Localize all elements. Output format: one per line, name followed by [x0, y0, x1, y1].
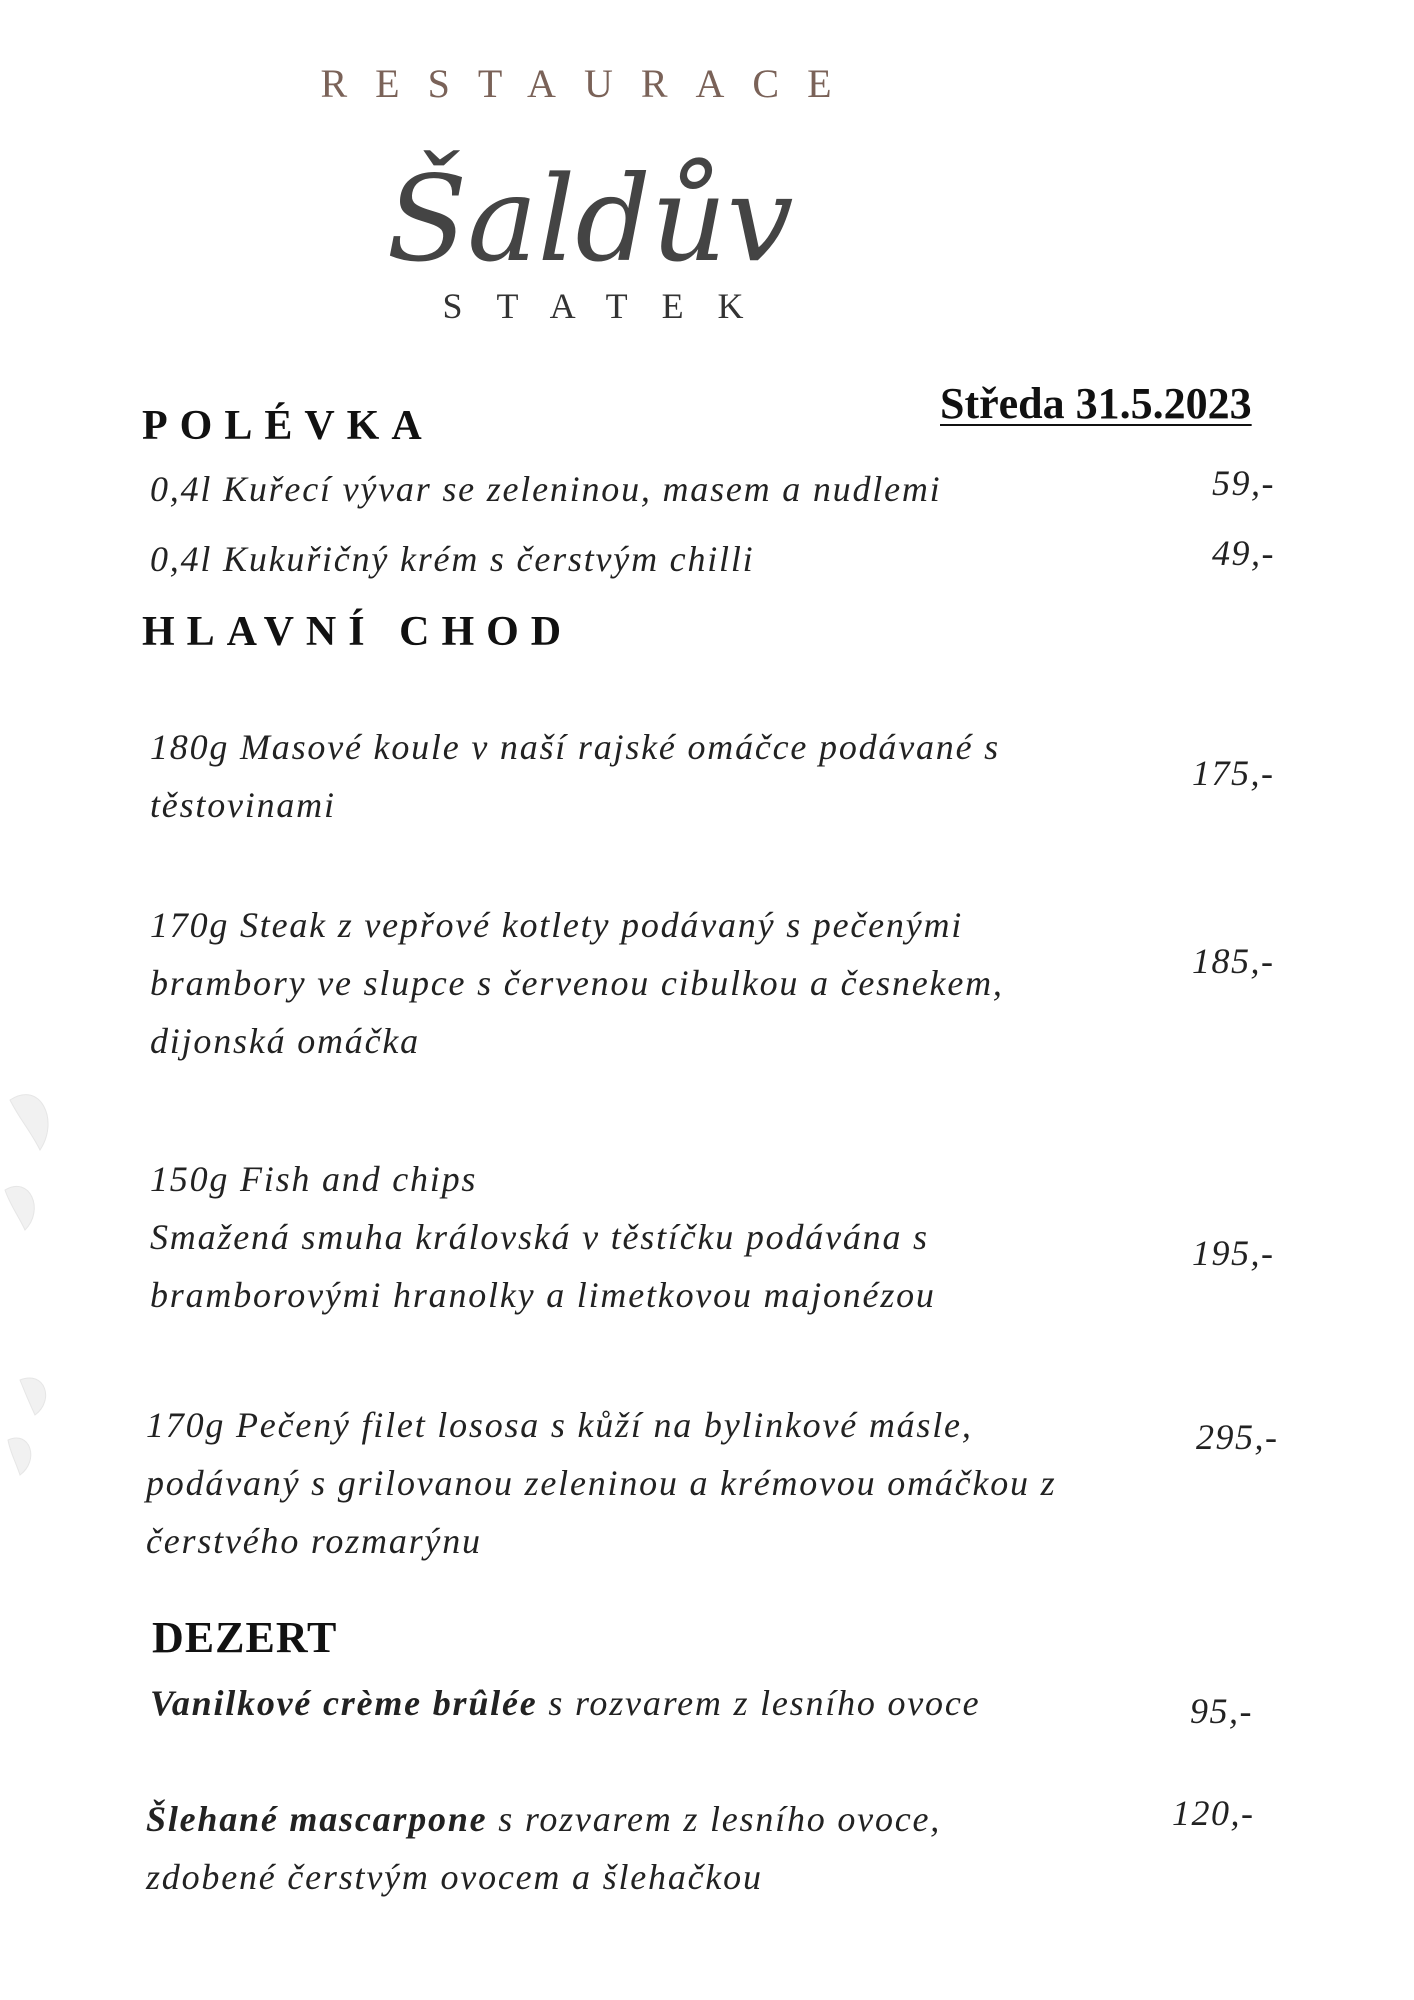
main-item-1-price: 175,-	[1192, 753, 1275, 793]
dessert-item-1	[150, 1674, 980, 1732]
menu-date: Středa 31.5.2023	[940, 379, 1252, 428]
soup-item-2	[150, 530, 754, 588]
dessert-heading: DEZERT	[152, 1613, 338, 1662]
soup-item-1	[150, 460, 941, 518]
dessert-item-1-name: Vanilkové crème brûlée	[150, 1683, 538, 1723]
main-item-2-line2: brambory ve slupce s červenou cibulkou a česnekem,	[150, 963, 1004, 1003]
logo-top-word: RESTAURACE	[320, 61, 860, 106]
main-item-4	[146, 1396, 1056, 1570]
main-item-3-price: 195,-	[1192, 1233, 1275, 1273]
soup-item-1-text: 0,4l Kuřecí vývar se zeleninou, masem a nudlemi	[150, 469, 942, 509]
soup-heading: POLÉVKA	[142, 403, 434, 449]
main-item-3-line3: bramborovými hranolky a limetkovou majonézou	[150, 1275, 936, 1315]
dessert-item-1-price: 95,-	[1190, 1691, 1253, 1731]
main-heading: HLAVNÍ CHOD	[142, 609, 574, 655]
dessert-item-2-line1	[146, 1790, 941, 1848]
main-item-1-line2: těstovinami	[150, 785, 336, 825]
dessert-item-2-desc: s rozvarem z lesního ovoce,	[487, 1799, 942, 1839]
dessert-item-2-price: 120,-	[1172, 1793, 1255, 1833]
main-item-4-line1: 170g Pečený filet lososa s kůží na bylinkové másle,	[146, 1405, 973, 1445]
soup-item-2-text: 0,4l Kukuřičný krém s čerstvým chilli	[150, 539, 755, 579]
main-item-2-price: 185,-	[1192, 941, 1275, 981]
main-item-3	[150, 1150, 936, 1324]
decorative-leaf-icon	[0, 1080, 80, 1500]
main-item-4-price: 295,-	[1196, 1417, 1279, 1457]
soup-item-1-price: 59,-	[1212, 463, 1275, 503]
logo-script	[380, 120, 800, 310]
main-item-4-line3: čerstvého rozmarýnu	[146, 1521, 482, 1561]
main-item-1-line1: 180g Masové koule v naší rajské omáčce podávané s	[150, 727, 1000, 767]
main-item-2-line1: 170g Steak z vepřové kotlety podávaný s pečenými	[150, 905, 964, 945]
dessert-item-2	[146, 1790, 941, 1906]
main-item-3-line2: Smažená smuha královská v těstíčku podávána s	[150, 1217, 929, 1257]
main-item-1	[150, 718, 1000, 834]
main-item-4-line2: podávaný s grilovanou zeleninou a krémovou omáčkou z	[146, 1463, 1057, 1503]
main-item-3-line1: 150g Fish and chips	[150, 1159, 478, 1199]
soup-item-2-price: 49,-	[1212, 533, 1275, 573]
dessert-item-1-desc: s rozvarem z lesního ovoce	[537, 1683, 981, 1723]
dessert-item-2-line2: zdobené čerstvým ovocem a šlehačkou	[146, 1857, 763, 1897]
logo-bottom-word: STATEK	[442, 286, 778, 326]
logo-script-text: Šaldův	[386, 150, 794, 288]
main-item-2-line3: dijonská omáčka	[150, 1021, 420, 1061]
main-item-2	[150, 896, 1004, 1070]
dessert-item-2-name: Šlehané mascarpone	[146, 1799, 488, 1839]
